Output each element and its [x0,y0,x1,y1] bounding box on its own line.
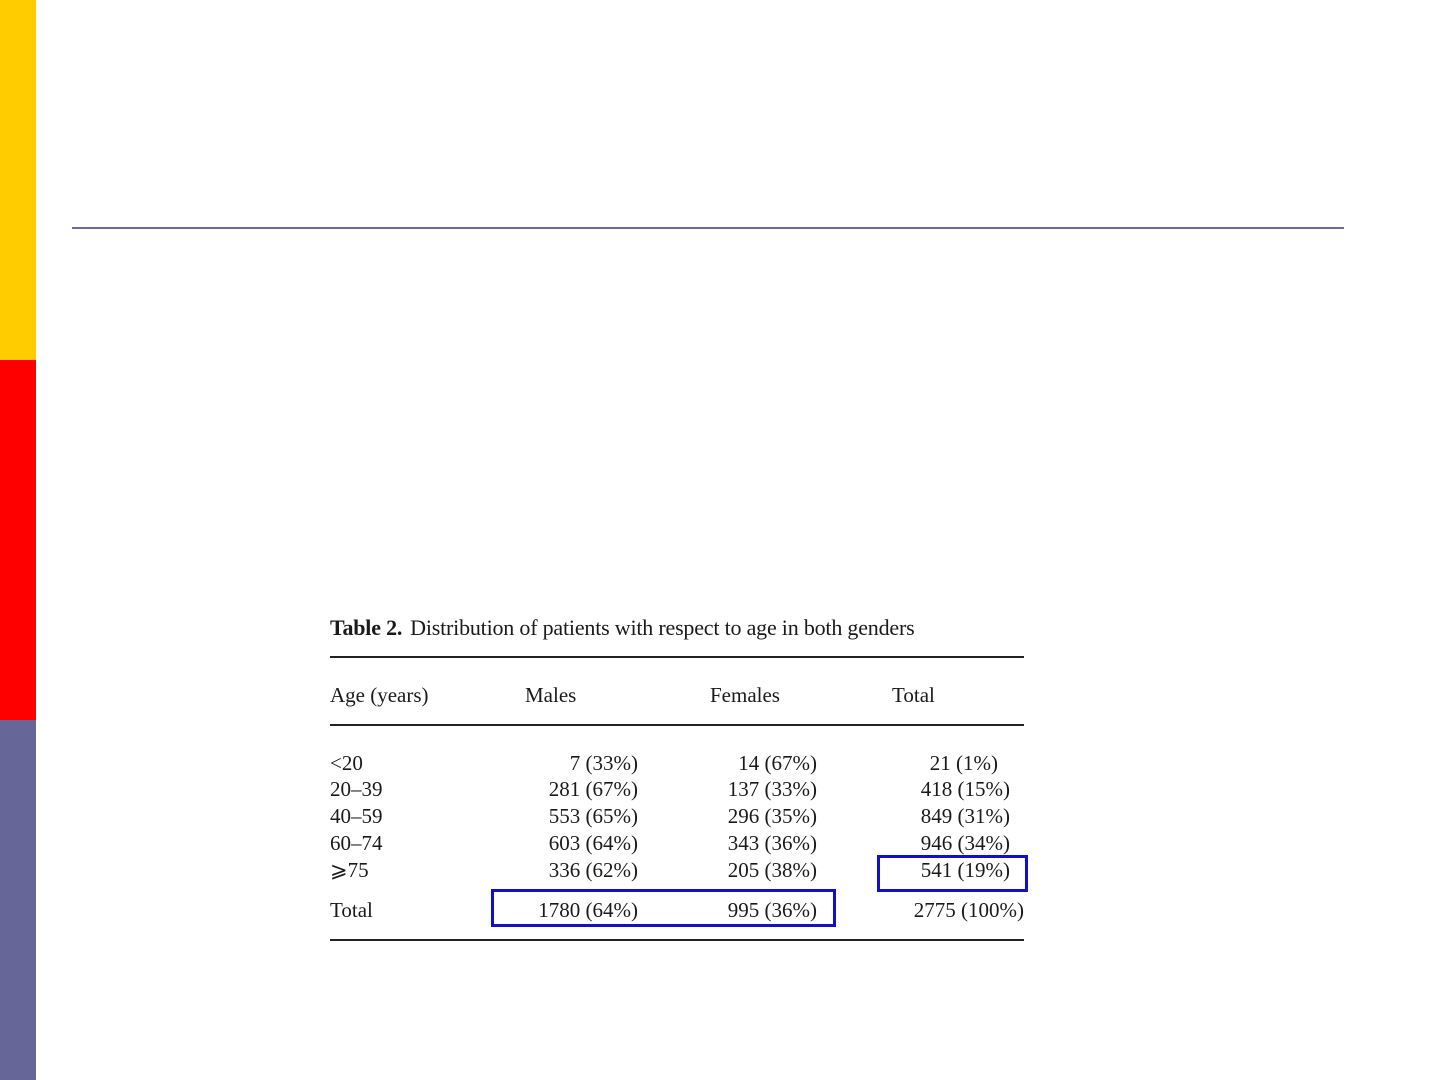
table-caption-text: Distribution of patients with respect to age in both genders [410,615,915,640]
row-total: 849 (31%) [920,804,1010,828]
row-total: 21 (1%) [929,751,998,775]
totals-females: 995 (36%) [727,898,817,922]
row-males: 7 (33%) [569,751,638,775]
row-age: 40–59 [330,804,383,828]
row-males: 603 (64%) [548,831,638,855]
totals-total: 2775 (100%) [913,898,1024,922]
row-females: 137 (33%) [727,777,817,801]
row-females: 343 (36%) [727,831,817,855]
row-total: 541 (19%) [920,858,1010,882]
row-age: 20–39 [330,777,383,801]
row-age: 60–74 [330,831,383,855]
table-figure [330,612,1024,922]
row-age: ⩾75 [330,858,369,882]
table-header-rule [330,724,1024,726]
table-caption [330,612,1024,644]
row-females: 296 (35%) [727,804,817,828]
totals-label: Total [330,898,373,922]
row-males: 281 (67%) [548,777,638,801]
header-males: Males [525,683,577,707]
header-females: Females [710,683,780,707]
table-bottom-rule [330,939,1024,941]
side-band-yellow [0,0,36,360]
header-age: Age (years) [330,683,429,707]
table-top-rule [330,656,1024,658]
row-total: 946 (34%) [920,831,1010,855]
title-divider [72,227,1344,229]
side-band-slate [0,720,36,1080]
row-females: 14 (67%) [738,751,817,775]
row-males: 553 (65%) [548,804,638,828]
highlight-box-elderly-total [877,855,1028,892]
header-total: Total [892,683,935,707]
totals-males: 1780 (64%) [538,898,638,922]
side-band-red [0,360,36,720]
side-color-bar [0,0,36,1080]
row-age: <20 [330,751,363,775]
row-total: 418 (15%) [920,777,1010,801]
row-females: 205 (38%) [727,858,817,882]
row-males: 336 (62%) [548,858,638,882]
highlight-box-gender-totals [491,889,836,927]
table-caption-label: Table 2. [330,615,403,640]
